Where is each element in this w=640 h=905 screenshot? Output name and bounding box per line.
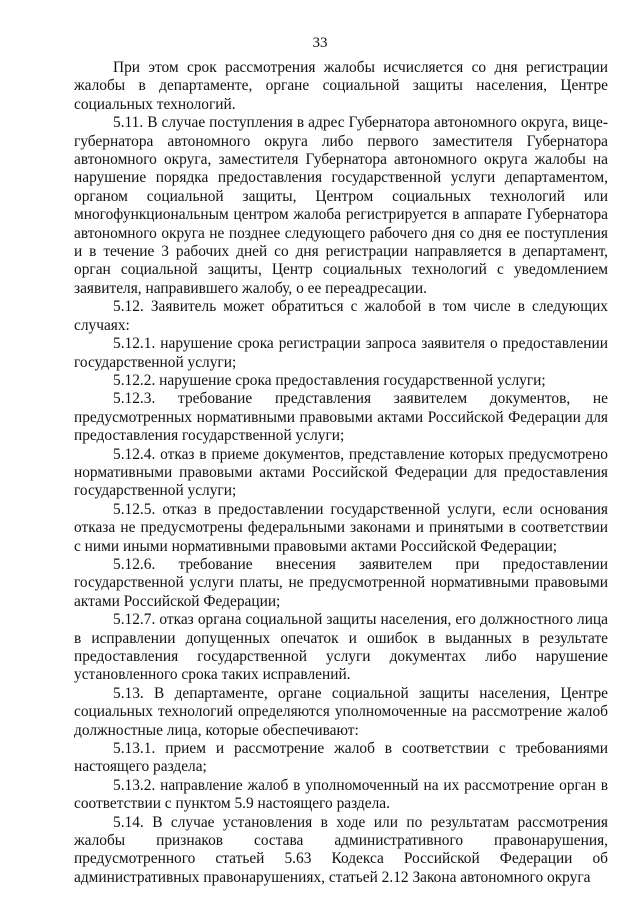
paragraph: 5.12.7. отказ органа социальной защиты населения, его должностного лица в исправлении допущенных опечаток и ошибок в выданных в результате предоставления государственной услуги документах либо нарушение установленного срока таких исправлений. (74, 611, 608, 684)
paragraph: 5.11. В случае поступления в адрес Губернатора автономного округа, вице-губернатора автономного округа либо первого заместителя Губернатора автономного округа, заместителя Губернатора автономного округа жалобы на нарушение порядка предоставления государственной услуги департаментом, органом социальной защиты, Центром социальных технологий или многофункциональным центром жалоба регистрируется в аппарате Губернатора автономного округа не позднее следующего рабочего дня со дня ее поступления и в течение 3 рабочих дней со дня регистрации направляется в департамент, орган социальной защиты, Центр социальных технологий с уведомлением заявителя, направившего жалобу, о ее переадресации. (74, 114, 608, 297)
paragraph: При этом срок рассмотрения жалобы исчисляется со дня регистрации жалобы в департаменте, органе социальной защиты населения, Центре социальных технологий. (74, 59, 608, 113)
paragraph: 5.12.6. требование внесения заявителем при предоставлении государственной услуги платы, не предусмотренной нормативными правовыми актами Российской Федерации; (74, 555, 608, 610)
page-number: 33 (312, 35, 328, 51)
paragraph: 5.12.5. отказ в предоставлении государственной услуги, если основания отказа не предусмотрены федеральными законами и принятыми в соответствии с ними иными нормативными правовыми актами Российской Федерации; (74, 500, 608, 555)
paragraph: 5.12. Заявитель может обратиться с жалобой в том числе в следующих случаях: (74, 298, 608, 334)
paragraph: 5.12.3. требование представления заявителем документов, не предусмотренных нормативными правовыми актами Российской Федерации для предоставления государственной услуги; (74, 390, 608, 445)
paragraph: 5.13. В департаменте, органе социальной защиты населения, Центре социальных технологий определяются уполномоченные на рассмотрение жалоб должностные лица, которые обеспечивают: (74, 684, 608, 739)
body-text (74, 59, 608, 887)
paragraph: 5.14. В случае установления в ходе или по результатам рассмотрения жалобы признаков состава административного правонарушения, предусмотренного статьей 5.63 Кодекса Российской Федерации об административных правонарушениях, статьей 2.12 Закона автономного округа (74, 813, 608, 886)
paragraph: 5.13.2. направление жалоб в уполномоченный на их рассмотрение орган в соответствии с пунктом 5.9 настоящего раздела. (74, 776, 608, 813)
paragraph: 5.12.2. нарушение срока предоставления государственной услуги; (113, 371, 546, 389)
paragraph: 5.13.1. прием и рассмотрение жалоб в соответствии с требованиями настоящего раздела; (74, 740, 608, 776)
paragraph: 5.12.4. отказ в приеме документов, представление которых предусмотрено нормативными правовыми актами Российской Федерации для предоставления государственной услуги; (74, 445, 608, 500)
paragraph: 5.12.1. нарушение срока регистрации запроса заявителя о предоставлении государственной услуги; (74, 335, 608, 371)
